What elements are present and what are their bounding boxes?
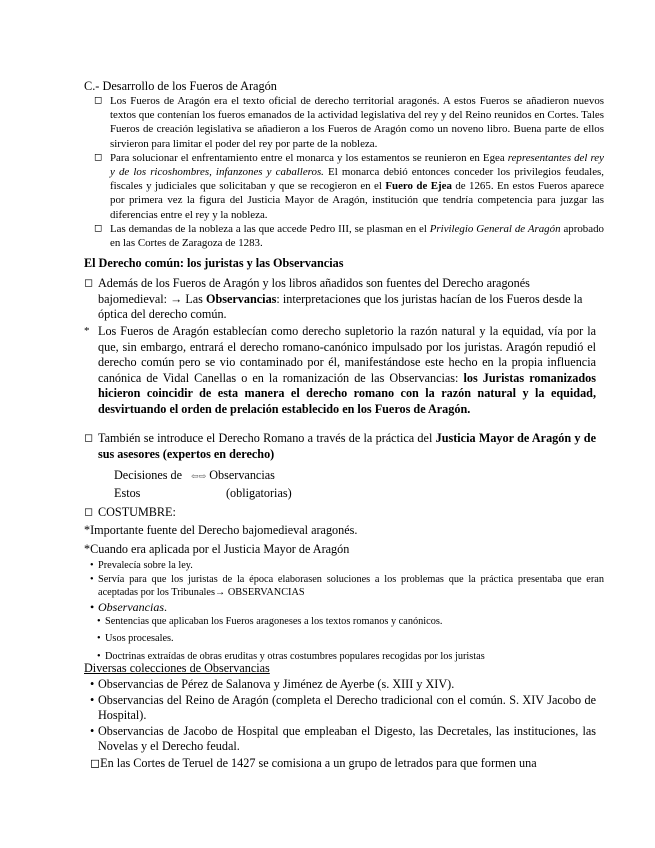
- list-item: • Sentencias que aplicaban los Fueros aragoneses a los textos romanos y canónicos.: [97, 615, 443, 627]
- arrow-right-icon: →: [170, 291, 183, 306]
- square-bullet-icon: ◻: [84, 506, 94, 518]
- costumbre-note-2: *Cuando era aplicada por el Justicia Mayor de Aragón: [84, 542, 350, 556]
- derecho-comun-item-3: ◻ También se introduce el Derecho Romano a través de la práctica del Justicia Mayor de Aragón y de sus asesores (expertos en derecho): [84, 431, 596, 461]
- section-c-item-2: ◻ Para solucionar el enfrentamiento entre el monarca y los estamentos se reunieron en Egea representantes del rey y de los ricoshombres, infanzones y caballeros. El monarca debió entonces conceder los privilegios feudales, fiscales y judiciales que solicitaban y que se recogieron en el Fuero de Ejea de 1265. En estos Fueros aparece por primera vez la figura del Justicia Mayor de Aragón, institución que tendría competencia para juzgar las diferencias entre el rey y la nobleza.: [94, 151, 605, 221]
- square-bullet-icon: ◻: [84, 432, 94, 444]
- square-bullet-icon: ◻: [94, 151, 103, 163]
- colecciones-heading: Diversas colecciones de Observancias: [84, 661, 270, 675]
- costumbre-note-1: *Importante fuente del Derecho bajomedieval aragonés.: [84, 523, 358, 537]
- list-item: • Servía para que los juristas de la época elaborasen soluciones a los problemas que la práctica presentaba que eran aceptadas por los Tribunales→ OBSERVANCIAS: [90, 573, 604, 599]
- colecciones-list: [84, 677, 596, 755]
- section-c-heading: C.- Desarrollo de los Fueros de Aragón: [84, 79, 277, 93]
- list-item: • Prevalecía sobre la ley.: [90, 560, 193, 571]
- section-c-item-3: ◻ Las demandas de la nobleza a las que accede Pedro III, se plasman en el Privilegio General de Aragón aprobado en las Cortes de Zaragoza de 1283.: [94, 222, 604, 250]
- list-item: • Usos procesales.: [97, 633, 174, 645]
- square-bullet-icon: ◻: [94, 222, 103, 234]
- list-item: • Observancias del Reino de Aragón (completa el Derecho tradicional con el común. S. XIV Jacobo de Hospital).: [90, 692, 596, 723]
- double-arrow-icon: ⇦⇨: [191, 471, 207, 481]
- derecho-comun-heading: El Derecho común: los juristas y las Observancias: [84, 256, 344, 270]
- square-bullet-icon: ◻: [90, 756, 101, 770]
- costumbre-bullets: [84, 559, 604, 664]
- section-c: [84, 78, 604, 250]
- list-item: • Doctrinas extraídas de obras eruditas y otras costumbres populares recogidas por los juristas: [97, 650, 485, 662]
- derecho-comun-item-2: * Los Fueros de Aragón establecían como derecho supletorio la razón natural y la equidad, vía por la que, sin embargo, entrará el derecho romano-canónico impulsado por los juristas. Aragón repudió el derecho común pero se vio contaminado por él, manifestándose este hecho en la propia influencia canónica de Vidal Canellas o en la romanización de las Observancias: los Juristas romanizados hicieron coincidir de esta manera el derecho romano con la razón natural y la equidad, desvirtuando el orden de prelación establecido en los Fueros de Aragón.: [84, 324, 597, 416]
- costumbre-label: ◻ COSTUMBRE:: [84, 505, 176, 519]
- list-item: • Observancias.: [90, 599, 167, 614]
- square-bullet-icon: ◻: [94, 95, 103, 106]
- derecho-comun-item-1: ◻ Además de los Fueros de Aragón y los libros añadidos son fuentes del Derecho aragonés bajomedieval: → Las Observancias: interpretaciones que los juristas hacían de los Fueros desde la óptica del derecho común.: [84, 276, 583, 322]
- colecciones-last-line: ◻En las Cortes de Teruel de 1427 se comisiona a un grupo de letrados para que formen una: [90, 756, 537, 770]
- arrow-right-icon: →: [214, 587, 226, 599]
- square-bullet-icon: ◻: [84, 277, 94, 289]
- asterisk-marker: *: [84, 325, 90, 337]
- observancias-scheme-row-1: Decisiones de ⇦⇨ Observancias: [114, 468, 275, 482]
- section-c-item-1: ◻ Los Fueros de Aragón era el texto oficial de derecho territorial aragonés. A estos Fueros se añadieron nuevos textos que contenían los fueros emanados de la actividad legislativa del rey y del Reino reunidos en Cortes. Tales Fueros de creación legislativa se añadieron a los Fueros de Aragón como un noveno libro. Buena parte de ellos sirvieron para limitar el poder del rey por parte de la nobleza.: [94, 95, 604, 150]
- list-item: • Observancias de Jacobo de Hospital que empleaban el Digesto, las Decretales, las instituciones, las Novelas y el Derecho feudal.: [90, 723, 596, 754]
- observancias-scheme-row-2: Estos (obligatorias): [114, 486, 292, 500]
- list-item: • Observancias de Pérez de Salanova y Jiménez de Ayerbe (s. XIII y XIV).: [90, 677, 455, 691]
